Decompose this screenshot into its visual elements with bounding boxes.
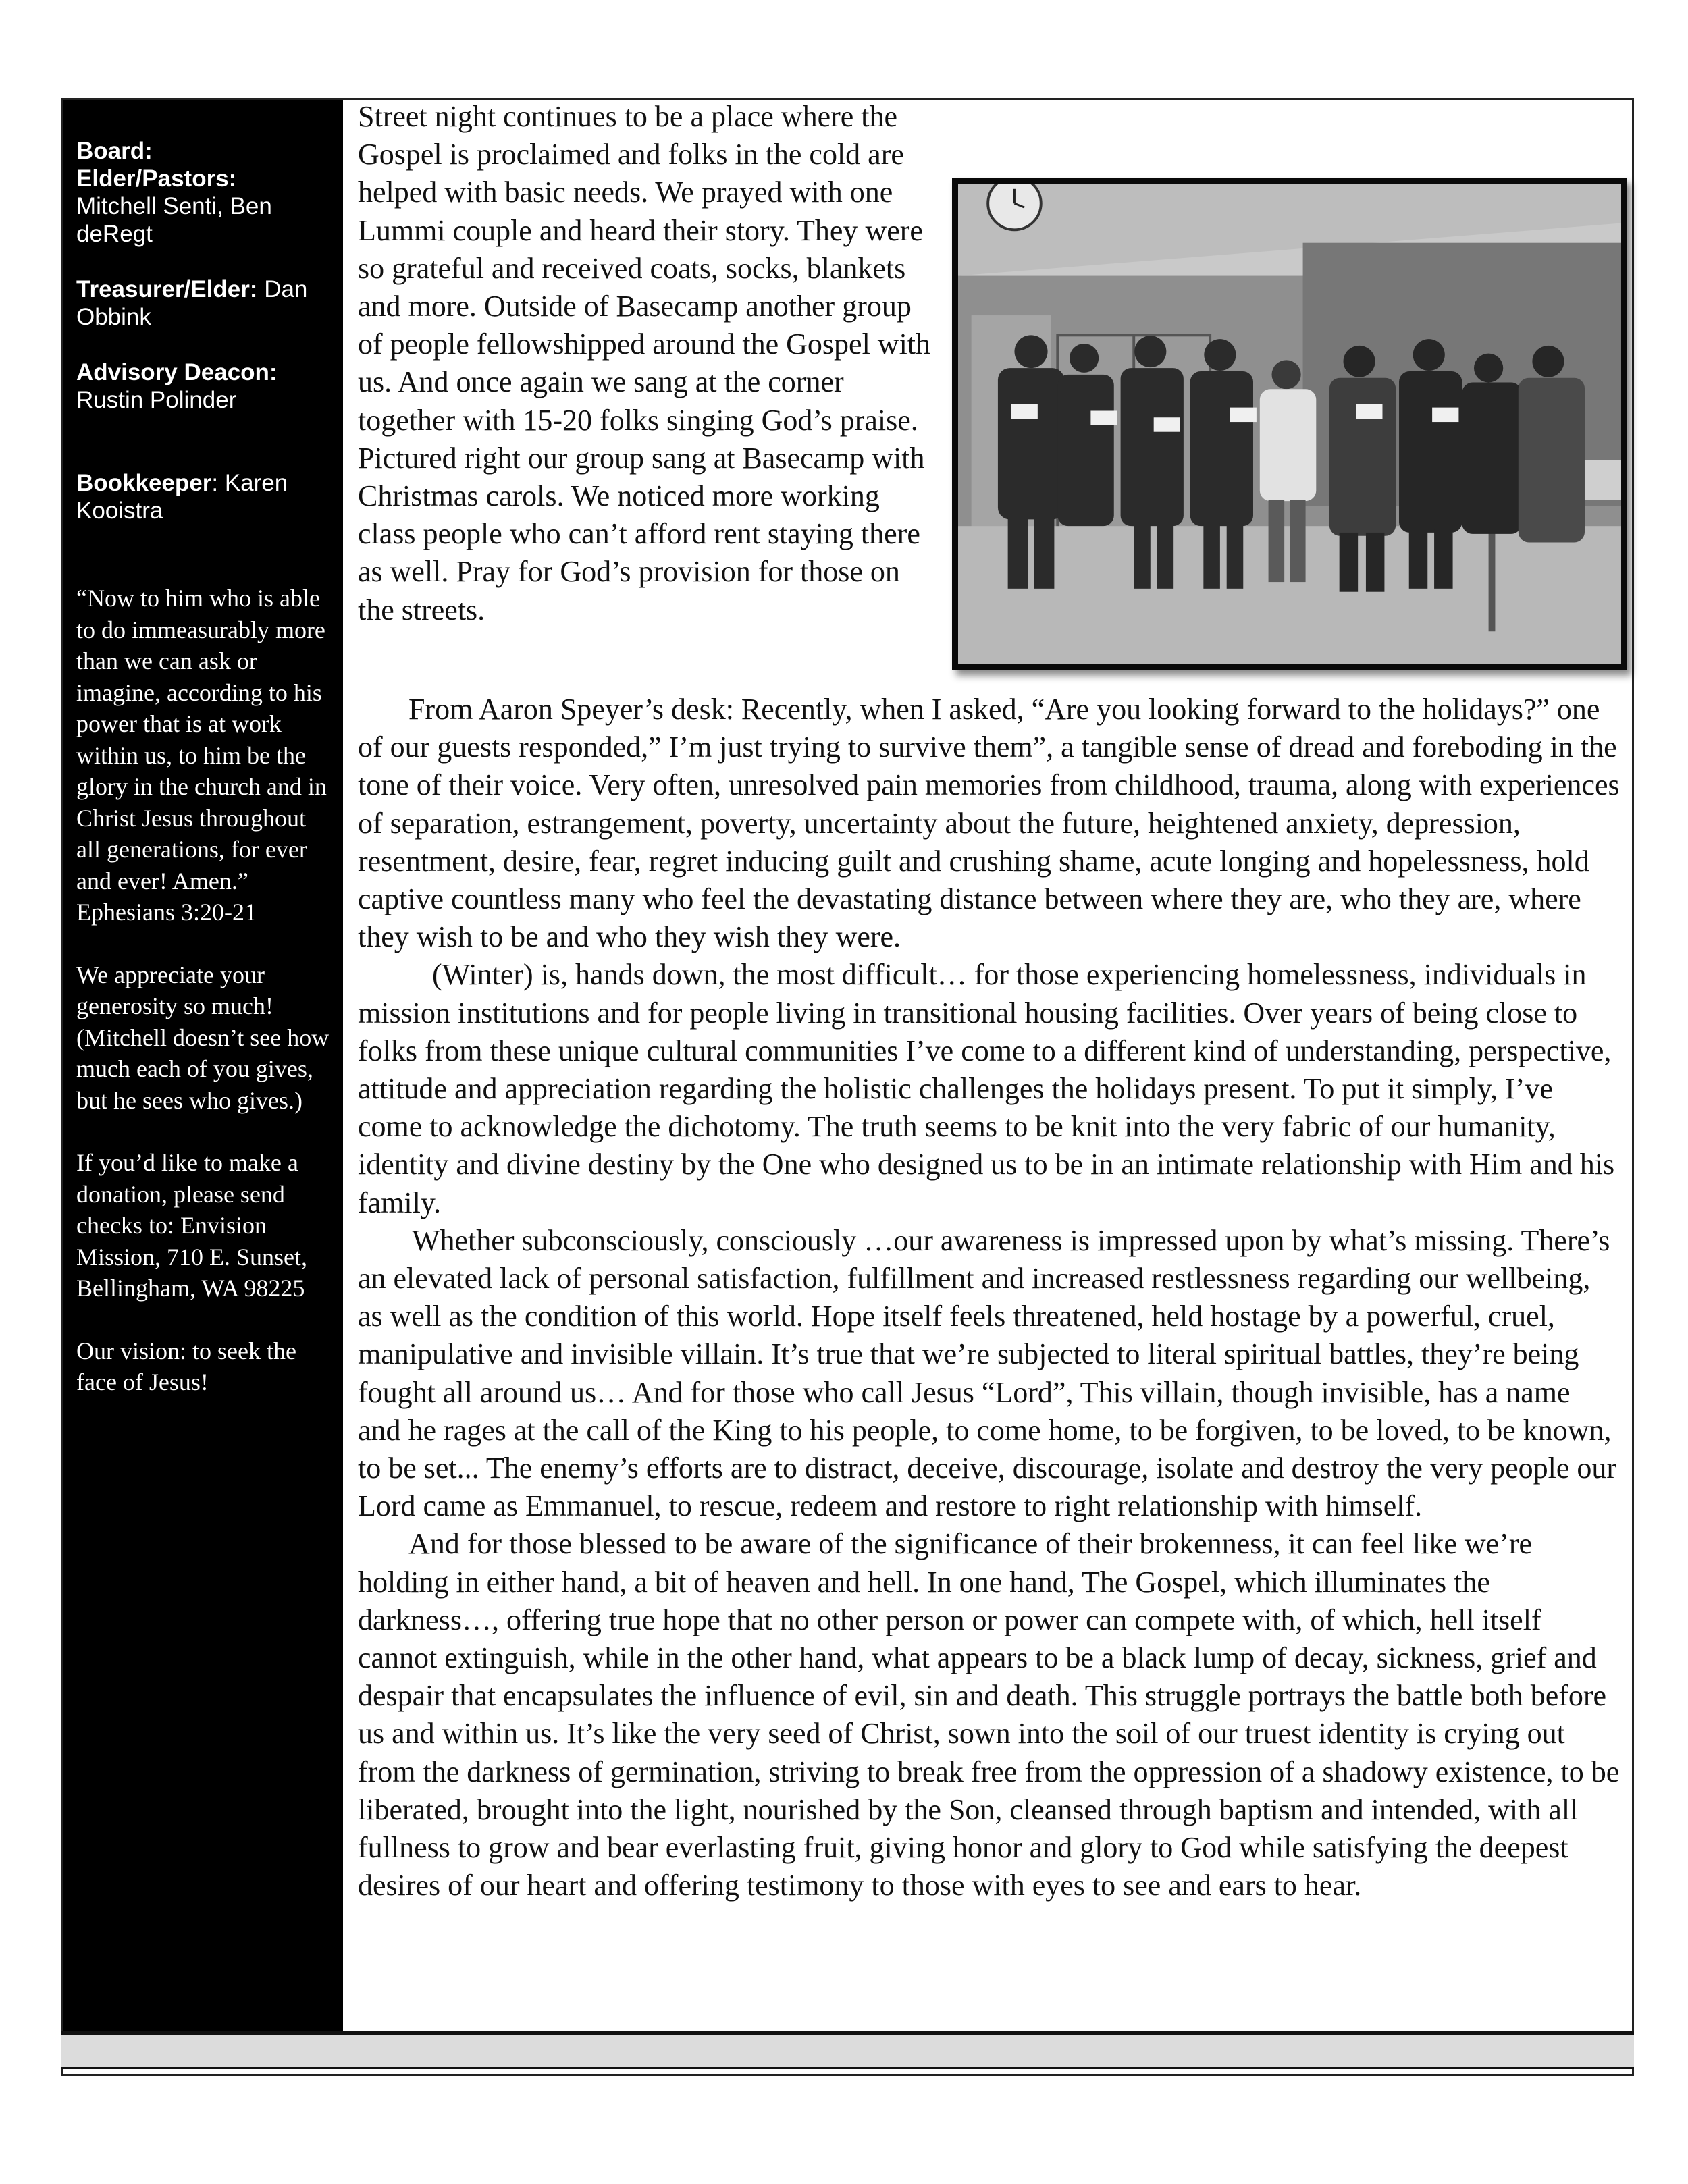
footer-bar: [61, 2031, 1634, 2069]
whether-paragraph: Whether subconsciously, consciously …our awareness is impressed upon by what’s missing. There’s an elevated lack of personal satisfaction, fulfillment and increased restlessness regarding our wellbeing, as well as the condition of this world. Hope itself feels threatened, held hostage by a powerful, cruel, manipulative and invisible villain. It’s true that we’re subjected to literal spiritual battles, they’re being fought all around us… And for those who call Jesus “Lord”, This villain, though invisible, has a name and he rages at the call of the King to his people, to come home, to be forgiven, to be loved, to be known, to be set... The enemy’s efforts are to distract, deceive, discourage, isolate and destroy the very people our Lord came as Emmanuel, to rescue, redeem and restore to right relationship with himself.: [358, 1223, 1617, 1523]
advisory-section: [76, 358, 329, 414]
bookkeeper-label: Bookkeeper: [76, 470, 212, 496]
carol-singers-image: [958, 184, 1621, 664]
vision-statement: Our vision: to seek the face of Jesus!: [76, 1337, 296, 1395]
board-section: [76, 137, 329, 248]
group-singing-photo: [952, 178, 1627, 670]
elder-pastors-label: Elder/Pastors:: [76, 165, 237, 192]
scripture-verse: “Now to him who is able to do immeasurably more than we can ask or imagine, according to his power that is at work within us, to him be the glory in the church and in Christ Jesus throughout all generations, for ever and ever! Amen.” Ephesians 3:20-21: [76, 585, 327, 926]
treasurer-label: Treasurer/Elder:: [76, 276, 258, 302]
board-heading: Board:: [76, 138, 153, 164]
advisory-label: Advisory Deacon:: [76, 359, 278, 385]
street-night-paragraph: Street night continues to be a place where the Gospel is proclaimed and folks in the cold are helped with basic needs. We prayed with one Lummi couple and heard their story. They were so grateful and received coats, socks, blankets and more. Outside of Basecamp another group of people fellowshipped around the Gospel with us. And once again we sang at the corner together with 15-20 folks singing God’s praise. Pictured right our group sang at Basecamp with Christmas carols. We noticed more working class people who can’t afford rent staying there as well. Pray for God’s provision for those on the streets.: [358, 100, 931, 627]
advisory-name: Rustin Polinder: [76, 387, 237, 413]
appreciation-note: We appreciate your generosity so much! (Mitchell doesn’t see how much each of you gives, but he sees who gives.): [76, 961, 329, 1114]
treasurer-name: Dan Obbink: [76, 276, 308, 330]
aaron-desk-paragraph: From Aaron Speyer’s desk: Recently, when I asked, “Are you looking forward to the holidays?” one of our guests responded,” I’m just trying to survive them”, a tangible sense of dread and foreboding in the tone of their voice. Very often, unresolved pain memories from childhood, trauma, along with experiences of separation, estrangement, poverty, uncertainty about the future, heightened anxiety, depression, resentment, desire, fear, regret inducing guilt and crushing shame, acute longing and hopelessness, hold captive countless many who feel the devastating distance between where they are, who they are, where they wish to be and who they wish they were.: [358, 693, 1620, 954]
winter-paragraph: (Winter) is, hands down, the most difficult… for those experiencing homelessness, individuals in mission institutions and for people living in transitional housing facilities. Over years of being close to folks from these unique cultural communities I’ve come to a different kind of understanding, perspective, attitude and appreciation regarding the holistic challenges the holidays present. To put it simply, I’ve come to acknowledge the dichotomy. The truth seems to be knit into the very fabric of our humanity, identity and divine destiny by the One who designed us to be in an intimate relationship with Him and his family.: [358, 958, 1615, 1219]
elder-pastors-names: Mitchell Senti, Ben deRegt: [76, 193, 272, 247]
sidebar: [63, 100, 343, 2031]
blessed-paragraph: And for those blessed to be aware of the significance of their brokenness, it can feel like we’re holding in either hand, a bit of heaven and hell. In one hand, The Gospel, which illuminates the darkness…, offering true hope that no other person or power can compete with, of which, hell itself cannot extinguish, while in the other hand, what appears to be a black lump of decay, sickness, grief and despair that encapsulates the influence of evil, sin and death. This struggle portrays the battle both before us and within us. It’s like the very seed of Christ, sown into the soil of our truest identity is crying out from the darkness of germination, striving to break free from the oppression of a shadowy existence, to be liberated, brought into the light, nourished by the Son, cleansed through baptism and intended, with all fullness to grow and bear everlasting fruit, giving honor and glory to God while satisfying the deepest desires of our heart and offering testimony to those with eyes to see and ears to hear.: [358, 1527, 1620, 1902]
bookkeeper-name: : Karen Kooistra: [76, 470, 288, 524]
main-content: [358, 98, 1620, 1905]
treasurer-section: [76, 275, 329, 331]
donation-info: If you’d like to make a donation, please send checks to: Envision Mission, 710 E. Sunset, Bellingham, WA 98225: [76, 1149, 308, 1302]
bookkeeper-section: [76, 469, 329, 525]
